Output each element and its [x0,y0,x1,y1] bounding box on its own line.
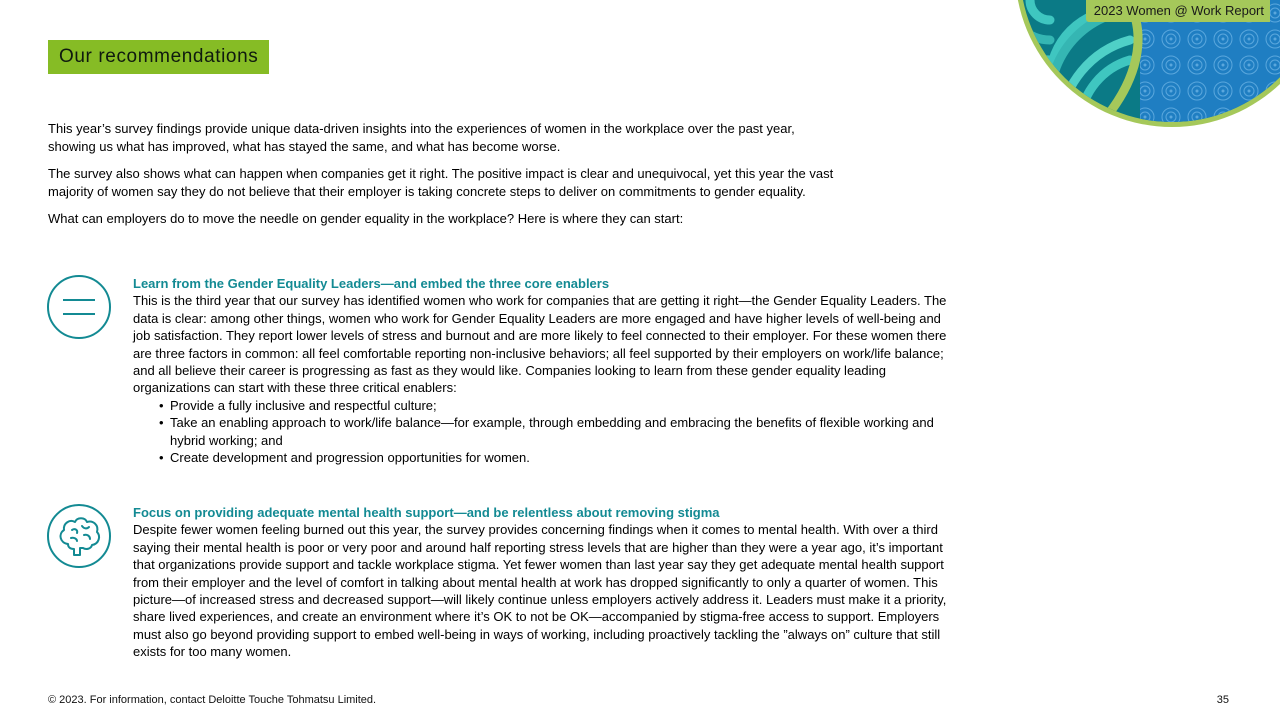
menu-lines-icon [46,275,112,341]
corner-decoration [950,0,1280,135]
brain-icon [46,504,112,570]
intro-paragraph: The survey also shows what can happen when companies get it right. The positive impact is clear and unequivocal, yet this year the vast majority of women say they do not believe that their employer is taking concrete steps to deliver on commitments to gender equality. [48,166,834,199]
list-item: • Create development and progression opportunities for women. [157,449,955,466]
section-body: This is the third year that our survey has identified women who work for companies that are getting it right—the Gender Equality Leaders. The data is clear: among other things, women who work for Gender Equality Leaders are more engaged and have higher levels of well-being and job satisfaction. They report lower levels of stress and burnout and are more likely to feel connected to their employer. For these women there are three factors in common: all feel comfortable reporting non-inclusive behaviors; all feel supported by their employers on work/life balance; and all believe their career is progressing as fast as they would like. Companies looking to learn from these gender equality leading organizations can start with these three critical enablers: [133,293,947,396]
section-heading: Learn from the Gender Equality Leaders—and embed the three core enablers [133,276,610,291]
list-item: • Take an enabling approach to work/life balance—for example, through embedding and embracing the benefits of flexible working and hybrid working; and [157,414,955,449]
section-body: Despite fewer women feeling burned out this year, the survey provides concerning findings when it comes to mental health. With over a third saying their mental health is poor or very poor and around half reporting stress levels that are higher than they were a year ago, it’s important that organizations provide support and tackle workplace stigma. Yet fewer women than last year say they get adequate mental health support from their employer and the level of comfort in talking about mental health at work has dropped significantly to only a quarter of women. This picture—of increased stress and decreased support—will likely continue unless employers actively address it. Leaders must make it a priority, share lived experiences, and create an environment where it’s OK to not be OK—accompanied by stigma-free access to support. Employers must also go beyond providing support to embed well-being in ways of working, including proactively tackling the ”always on” culture that still exists for too many women. [133,522,947,660]
intro-paragraph: This year’s survey findings provide unique data-driven insights into the experiences of women in the workplace over the past year, showing us what has improved, what has stayed the same, and what has become worse. [48,121,795,154]
page-number: 35 [1216,694,1229,706]
intro-paragraph: What can employers do to move the needle on gender equality in the workplace? Here is where they can start: [48,211,684,226]
bullet-list [133,397,955,467]
list-item: • Provide a fully inclusive and respectful culture; [157,397,955,414]
section-heading: Focus on providing adequate mental health support—and be relentless about removing stigma [133,505,720,520]
intro [48,120,838,238]
page-title: Our recommendations [48,40,269,74]
report-tag: 2023 Women @ Work Report [1086,0,1270,22]
footer-copyright: © 2023. For information, contact Deloitte Touche Tohmatsu Limited. [48,694,377,706]
